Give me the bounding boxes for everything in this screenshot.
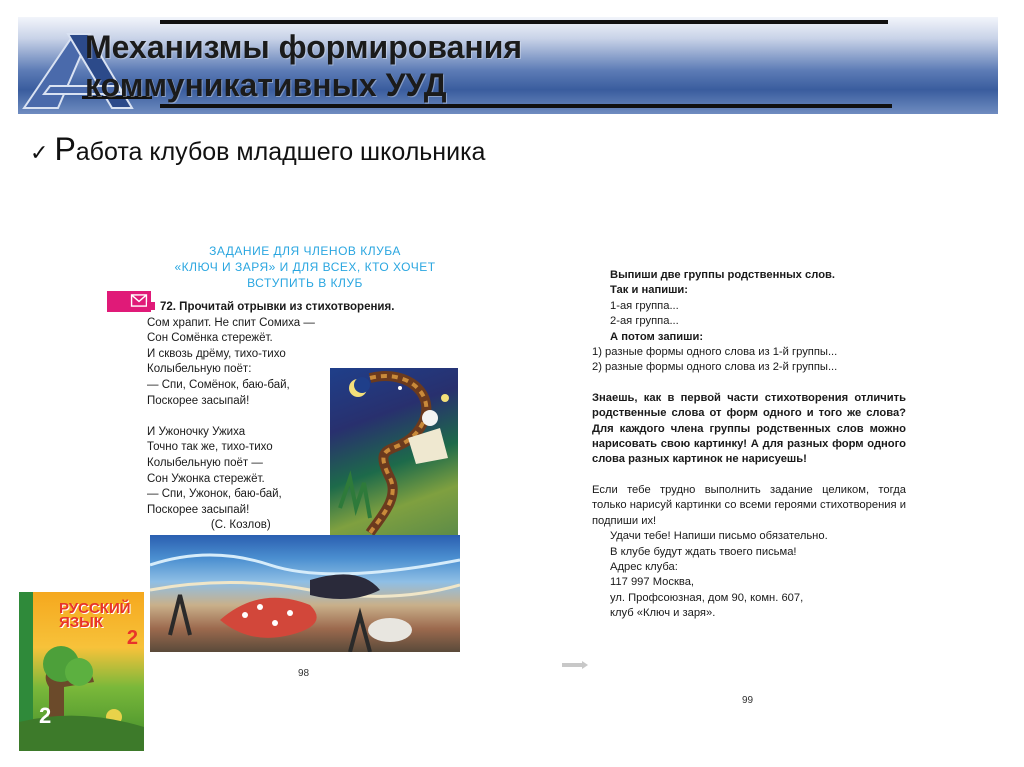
right-page-line: 1-ая группа... (610, 299, 679, 312)
paragraph-gap (592, 376, 906, 391)
right-page-line: 117 997 Москва, (610, 576, 695, 589)
book-grade-number: 2 (39, 703, 52, 728)
right-page-line: 1) разные формы одного слова из 1-й группы... (592, 346, 838, 359)
right-page-line: В клубе будут ждать твоего письма! (610, 545, 797, 558)
right-page-line: клуб «Ключ и заря». (610, 607, 716, 620)
right-page-line: ул. Профсоюзная, дом 90, комн. 607, (610, 591, 804, 604)
illustration-catfish (150, 535, 460, 652)
right-page-line: 2) разные формы одного слова из 2-й группы... (592, 361, 838, 374)
task-text: 72. Прочитай отрывки из стихотворения. (160, 301, 395, 313)
paragraph-gap (592, 468, 906, 483)
bullet-item (30, 131, 485, 168)
checkmark-icon: ✓ (30, 140, 49, 165)
illustration-snake-night (330, 368, 458, 540)
bullet-first-letter: Р (54, 131, 76, 167)
slide-title-line2: коммуникативных УУД (85, 67, 447, 103)
illustration-art-bottom (150, 535, 460, 652)
left-page-number: 98 (298, 668, 310, 679)
right-page-line: 2-ая группа... (610, 315, 679, 328)
envelope-icon (130, 294, 148, 307)
header-bottom-rule (160, 104, 892, 108)
slide-title-line1: Механизмы формирования (85, 29, 523, 65)
poem-body: Сом храпит. Не спит Сомиха — Сон Сомёнка стережёт. И сквозь дрёму, тихо-тихо Колыбельную поёт: — Спи, Сомёнок, баю-бай, Поскорее засыпай! И Ужоночку Ужиха Точно так же, тихо-тихо Колыбельную поёт — Сон Ужонка стережёт. — Спи, Ужонок, баю-бай, Поскорее засыпай! (С. Козлов) (147, 316, 315, 532)
task-bullet-icon (147, 302, 155, 310)
task-line (147, 301, 394, 313)
club-task-header: ЗАДАНИЕ ДЛЯ ЧЛЕНОВ КЛУБА «КЛЮЧ И ЗАРЯ» И ДЛЯ ВСЕХ, КТО ХОЧЕТ ВСТУПИТЬ В КЛУБ (174, 244, 436, 290)
right-page-line: Удачи тебе! Напиши письмо обязательно. (610, 530, 828, 543)
book-title: РУССКИЙ ЯЗЫК (59, 600, 131, 631)
right-page-line: А потом запиши: (610, 330, 704, 343)
right-page-text (592, 268, 906, 622)
slide-title (85, 28, 522, 104)
right-page-line: Адрес клуба: (610, 560, 678, 573)
right-page-line: Знаешь, как в первой части стихотворения отличить родственные слова от форм одного и того же слова? Для каждого члена группы родственных слов можно нарисовать свою картинку! А для разных форм одного слова разных картинок не нарисуешь! (592, 391, 906, 466)
book-grade-badge: 2 (126, 627, 138, 649)
right-page-line: Так и напиши: (610, 284, 689, 297)
header-top-rule (160, 20, 888, 24)
right-page-line: Выпиши две группы родственных слов. (610, 269, 836, 281)
bullet-text: абота клубов младшего школьника (75, 138, 486, 166)
illustration-art (330, 368, 458, 540)
book-cover (19, 592, 144, 751)
right-page-line: Если тебе трудно выполнить задание целиком, тогда только нарисуй картинки со всеми героями стихотворения и подпиши их! (592, 483, 906, 527)
arrow-icon (562, 661, 588, 669)
right-page-number: 99 (742, 695, 754, 706)
